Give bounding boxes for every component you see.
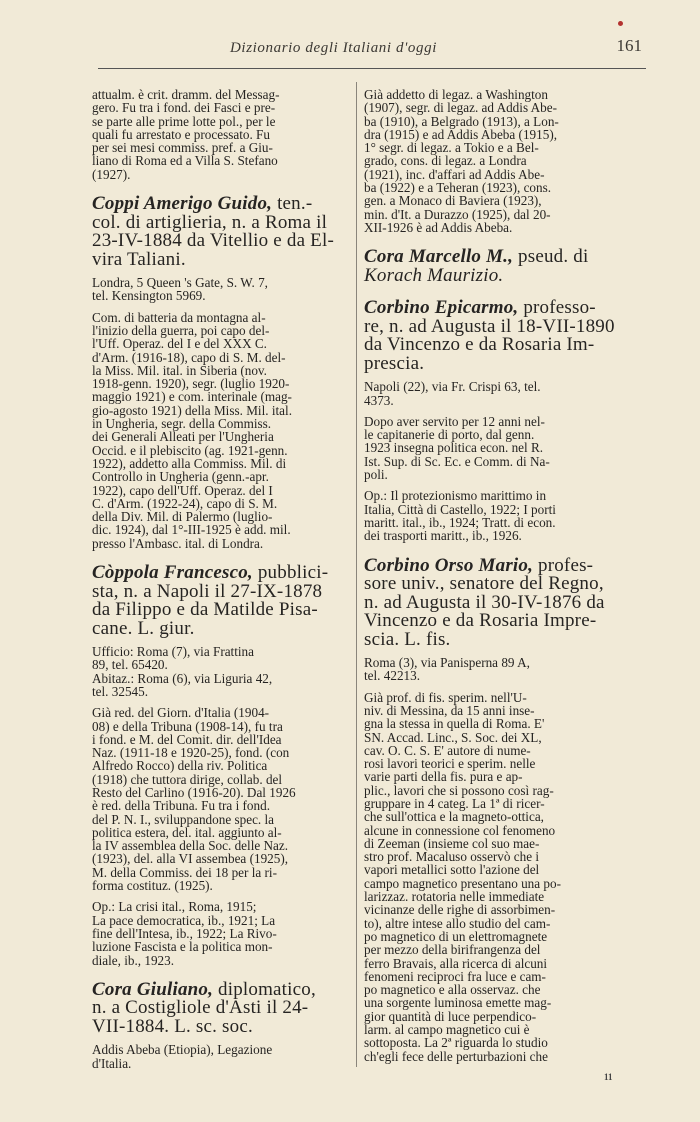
entry-heading-line: scia. L. fis.: [364, 628, 451, 650]
dictionary-entry: [92, 195, 346, 550]
text-line: to), altre intese allo studio del cam-: [364, 915, 551, 931]
entry-heading-rest: pseud. di: [513, 246, 589, 268]
text-line: Abitaz.: Roma (6), via Liguria 42,: [92, 670, 273, 686]
text-line: gruppare in 4 categ. La 1ª di ricer-: [364, 796, 545, 811]
page-number: 161: [616, 36, 642, 55]
text-line: la Miss. Mil. ital. in Siberia (nov.: [92, 362, 267, 378]
entry-heading-line: cane. L. giur.: [92, 617, 195, 639]
text-line: tel. Kensington 5969.: [92, 288, 206, 304]
text-line: maggio 1921) e com. interinale (mag-: [92, 389, 292, 405]
text-line: rosi lavori teorici e sperim. nelle: [364, 756, 536, 772]
text-line: Ist. Sup. di Sc. Ec. e Comm. di Na-: [364, 453, 550, 469]
text-line: grado, cons. di legaz. a Londra: [364, 153, 527, 169]
text-line: vapori metallici sotto l'azione del: [364, 862, 540, 878]
text-line: 1922), addetto alla Commiss. Mil. di: [92, 455, 287, 471]
text-line: (1923), del. alla VI assembea (1925),: [92, 851, 289, 867]
header-rule: [98, 68, 646, 69]
text-line: per sei mesi commiss. pref. a Giu-: [92, 140, 273, 156]
text-line: (1907), segr. di legaz. ad Addis Abe-: [364, 100, 558, 116]
entry-heading-line: VII-1884. L. sc. soc.: [92, 1015, 253, 1037]
text-line: 1923 insegna politica econ. nel R.: [364, 440, 544, 456]
text-line: larm. al campo magnetico cui è: [364, 1022, 530, 1038]
entry-name: Corbino Epicarmo,: [364, 297, 519, 319]
text-line: una sorgente luminosa emette mag-: [364, 995, 552, 1011]
text-line: Controllo in Ungheria (genn.-apr.: [92, 469, 269, 485]
text-line: tel. 42213.: [364, 668, 421, 684]
entry-heading-line: sore univ., senatore del Regno,: [364, 573, 604, 595]
text-line: (1921), inc. d'affari ad Addis Abe-: [364, 166, 545, 182]
text-line: è red. della Tribuna. Fu tra i fond.: [92, 798, 271, 814]
text-line: 4373.: [364, 392, 394, 408]
entry-name: Cora Marcello M.,: [364, 246, 514, 268]
text-line: ch'egli fece delle perturbazioni che: [364, 1048, 548, 1064]
dictionary-entry: [364, 248, 646, 285]
text-line: presso l'Ambasc. ital. di Londra.: [92, 535, 264, 551]
text-line: se parte alle prime lotte pol., per le: [92, 113, 276, 129]
text-line: vicinanze delle righe di assorbimen-: [364, 902, 556, 918]
entry-heading-line: vira Taliani.: [92, 248, 186, 270]
text-line: Dopo aver servito per 12 anni nel-: [364, 413, 545, 429]
text-line: XII-1926 è ad Addis Abeba.: [364, 219, 513, 235]
text-line: in Ungheria, segr. della Commiss.: [92, 416, 272, 432]
entry-body: [92, 645, 346, 967]
text-line: Londra, 5 Queen 's Gate, S. W. 7,: [92, 275, 268, 291]
text-line: (1918) che tuttora dirige, collab. del: [92, 771, 283, 787]
text-line: Op.: Il protezionismo marittimo in: [364, 488, 547, 504]
text-line: di Zeeman (insieme col suo mae-: [364, 835, 540, 851]
text-line: Naz. (1911-18 e 1920-25), fond. (con: [92, 745, 290, 761]
text-line: Addis Abeba (Etiopia), Legazione: [92, 1042, 273, 1058]
text-line: cav. O. C. S. E' autore di nume-: [364, 742, 531, 758]
entry-heading-line: re, n. ad Augusta il 18-VII-1890: [364, 315, 615, 337]
entry-body: [364, 656, 646, 1063]
entry-heading-line: 23-IV-1884 da Vitellio e da El-: [92, 230, 334, 252]
running-title: Dizionario degli Italiani d'oggi: [230, 40, 437, 56]
text-line: C. d'Arm. (1922-24), capo di S. M.: [92, 495, 278, 511]
entry-heading-rest: pubblici-: [252, 562, 329, 584]
text-line: 1922), capo dell'Uff. Operaz. del I: [92, 482, 273, 498]
text-line: poli.: [364, 467, 388, 483]
text-line: liano di Roma ed a Villa S. Stefano: [92, 153, 278, 169]
text-line: varie parti della fis. pura e ap-: [364, 769, 523, 785]
text-line: gior quantità di luce perpendico-: [364, 1008, 537, 1024]
text-line: M. della Commiss. dei 18 per la ri-: [92, 864, 277, 880]
entry-heading-line: col. di artiglieria, n. a Roma il: [92, 211, 328, 233]
text-line: ferro Bravais, alla ricerca di alcuni: [364, 955, 548, 971]
text-line: 89, tel. 65420.: [92, 657, 168, 673]
text-line: che sull'ottica e la magneto-ottica,: [364, 809, 544, 825]
dictionary-entry: [92, 564, 346, 967]
text-line: campo magnetico presentano una po-: [364, 875, 562, 891]
text-line: 1918-genn. 1920), segr. (luglio 1920-: [92, 376, 290, 392]
text-line: politica estera, del. ital. aggiunto al-: [92, 824, 282, 840]
text-line: Già red. del Giorn. d'Italia (1904-: [92, 705, 270, 721]
text-line: (1927).: [92, 166, 131, 182]
entry-body: [364, 88, 646, 234]
text-line: fine dell'Intesa, ib., 1922; La Rivo-: [92, 925, 277, 941]
text-line: plic., lavori che si possono così rag-: [364, 782, 554, 798]
entry-name: Coppi Amerigo Guido,: [92, 193, 273, 215]
entry-heading-line: da Filippo e da Matilde Pisa-: [92, 599, 318, 621]
text-line: larizzaz. rotatoria nelle immediate: [364, 889, 545, 905]
entry-heading-line: n. ad Augusta il 30-IV-1876 da: [364, 591, 605, 613]
entry-heading-line: prescia.: [364, 352, 425, 374]
text-line: stro prof. Macaluso osservò che i: [364, 849, 540, 865]
entry-heading-rest: ten.-: [272, 193, 313, 215]
entry-body: [92, 88, 346, 181]
text-line: fenomeni reciproci fra luce e cam-: [364, 968, 546, 984]
text-line: Napoli (22), via Fr. Crispi 63, tel.: [364, 379, 541, 395]
entry-heading-line: [364, 248, 646, 267]
text-line: d'Arm. (1916-18), capo di S. M. del-: [92, 349, 286, 365]
ink-mark: [618, 21, 623, 26]
entry-heading-line: Korach Maurizio.: [364, 264, 504, 286]
entry-heading-line: da Vincenzo e da Rosaria Im-: [364, 334, 595, 356]
text-line: Roma (3), via Panisperna 89 A,: [364, 655, 530, 671]
left-column: [92, 88, 346, 1070]
dictionary-entry: [364, 299, 646, 542]
entry-heading-line: [92, 195, 346, 214]
text-line: della Div. Mil. di Palermo (luglio-: [92, 509, 273, 525]
text-line: d'Italia.: [92, 1055, 132, 1071]
text-line: luzione Fascista e la politica mon-: [92, 939, 273, 955]
text-line: dei trasporti maritt., ib., 1926.: [364, 528, 522, 544]
text-line: Ufficio: Roma (7), via Frattina: [92, 644, 254, 660]
entry-body: [92, 276, 346, 550]
text-line: la IV assemblea della Soc. delle Naz.: [92, 838, 289, 854]
text-line: po magnetico e alla osservaz. che: [364, 982, 541, 998]
text-line: Già prof. di fis. sperim. nell'U-: [364, 689, 527, 705]
dictionary-entry: [364, 554, 646, 1064]
text-line: ba (1910), a Belgrado (1913), a Lon-: [364, 113, 559, 129]
text-line: tel. 32545.: [92, 683, 149, 699]
text-line: La pace democratica, ib., 1921; La: [92, 912, 276, 928]
entry-heading-line: Vincenzo e da Rosaria Impre-: [364, 610, 597, 632]
text-line: Italia, Città di Castello, 1922; I porti: [364, 501, 556, 517]
text-line: quali fu arrestato e processato. Fu: [92, 126, 270, 142]
text-line: 1° segr. di legaz. a Tokio e a Bel-: [364, 140, 539, 156]
text-line: l'inizio della guerra, poi capo del-: [92, 322, 270, 338]
page-header: [98, 36, 646, 64]
text-line: Già addetto di legaz. a Washington: [364, 87, 548, 102]
text-line: dra (1915) e ad Addis Abeba (1915),: [364, 126, 558, 142]
dictionary-entry: [92, 978, 346, 1071]
text-line: 08) e della Tribuna (1908-14), fu tra: [92, 718, 283, 734]
text-line: min. d'It. a Durazzo (1925), dal 20-: [364, 206, 551, 222]
entry-heading-line: [364, 299, 646, 318]
text-line: del P. N. I., sviluppandone spec. la: [92, 811, 275, 827]
dictionary-entry: [92, 88, 346, 181]
text-line: po magnetico di un elettromagnete: [364, 928, 548, 944]
text-line: forma costituz. (1925).: [92, 878, 213, 894]
text-line: dic. 1924), dal 1°-III-1925 è add. mil.: [92, 522, 291, 538]
text-line: i fond. e M. del Comit. dir. dell'Idea: [92, 731, 282, 747]
entry-heading-rest: professo-: [518, 297, 596, 319]
text-line: ba (1922) e a Teheran (1923), cons.: [364, 180, 552, 196]
text-line: Alfredo Rocco) della riv. Politica: [92, 758, 268, 774]
entry-heading-line: n. a Costigliole d'Asti il 24-: [92, 997, 309, 1019]
text-line: gio-agosto 1921) della Miss. Mil. ital.: [92, 402, 292, 418]
entry-heading-line: [92, 564, 346, 583]
text-line: attualm. è crit. dramm. del Messag-: [92, 87, 280, 102]
entry-name: Cora Giuliano,: [92, 978, 214, 1000]
text-line: gna la stessa in quella di Roma. E': [364, 716, 545, 732]
text-line: Op.: La crisi ital., Roma, 1915;: [92, 899, 257, 915]
column-divider: [356, 82, 357, 1067]
text-line: maritt. ital., ib., 1924; Tratt. di econ.: [364, 514, 556, 530]
text-line: Com. di batteria da montagna al-: [92, 309, 266, 325]
text-line: Occid. e il plebiscito (ag. 1921-genn.: [92, 442, 288, 458]
entry-name: Corbino Orso Mario,: [364, 554, 534, 576]
text-line: alcune in connessione col fenomeno: [364, 822, 556, 838]
entry-body: [364, 380, 646, 542]
text-line: niv. di Messina, da 15 anni inse-: [364, 702, 535, 718]
entry-heading-rest: diplomatico,: [213, 978, 316, 1000]
text-line: Resto del Carlino (1916-20). Dal 1926: [92, 784, 296, 800]
text-line: sottoposta. La 2ª riguarda lo studio: [364, 1035, 548, 1051]
entry-heading-rest: profes-: [533, 554, 594, 576]
entry-heading-line: sta, n. a Napoli il 27-IX-1878: [92, 580, 323, 602]
text-line: le capitanerie di porto, dal genn.: [364, 427, 535, 443]
text-line: diale, ib., 1923.: [92, 952, 175, 968]
entry-name: Còppola Francesco,: [92, 562, 253, 584]
entry-body: [92, 1043, 346, 1070]
text-line: l'Uff. Operaz. del I e del XXX C.: [92, 336, 267, 352]
text-line: dei Generali Alleati per l'Ungheria: [92, 429, 274, 445]
text-line: gero. Fu tra i fond. dei Fasci e pre-: [92, 100, 276, 116]
text-line: SN. Accad. Linc., S. Soc. dei XL,: [364, 729, 542, 745]
signature-mark: 11: [604, 1072, 613, 1082]
text-line: gen. a Monaco di Baviera (1923),: [364, 193, 542, 209]
right-column: [364, 88, 646, 1063]
text-line: per mezzo della birifrangenza del: [364, 942, 541, 958]
dictionary-entry: [364, 88, 646, 234]
